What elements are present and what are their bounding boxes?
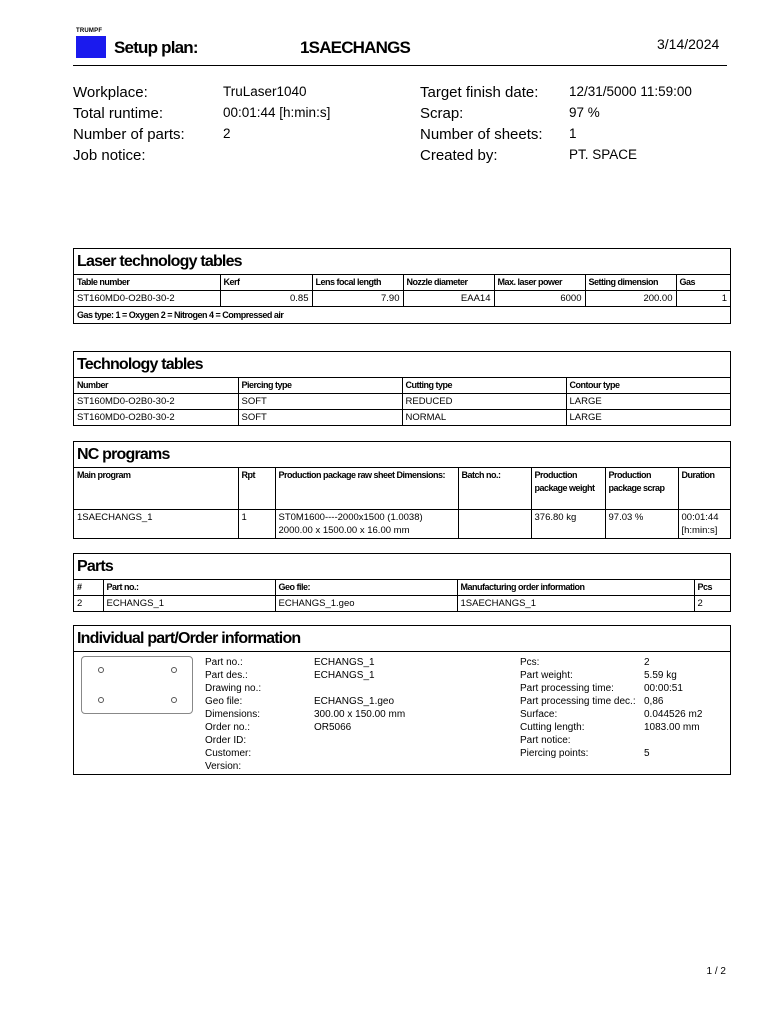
table-cell: ECHANGS_1 bbox=[103, 596, 275, 612]
ip-label: Part weight: bbox=[520, 670, 573, 681]
table-cell: SOFT bbox=[238, 394, 402, 410]
column-header: Cutting type bbox=[402, 378, 566, 394]
number-of-parts-label: Number of parts: bbox=[73, 126, 185, 143]
ip-label: Dimensions: bbox=[205, 709, 261, 720]
column-header: Part no.: bbox=[103, 580, 275, 596]
ip-label: Part notice: bbox=[520, 735, 571, 746]
ip-value: 2 bbox=[644, 657, 650, 668]
number-of-sheets-value: 1 bbox=[569, 126, 577, 141]
table-header-row bbox=[74, 580, 730, 596]
table-cell bbox=[678, 510, 730, 539]
ip-value: 0,86 bbox=[644, 696, 664, 707]
table-cell: SOFT bbox=[238, 410, 402, 426]
table-header-row bbox=[74, 275, 730, 291]
table-header-row bbox=[74, 378, 730, 394]
workplace-label: Workplace: bbox=[73, 84, 148, 101]
ip-value: 5.59 kg bbox=[644, 670, 677, 681]
part-preview-image bbox=[81, 656, 193, 714]
table-row bbox=[74, 510, 730, 539]
report-date: 3/14/2024 bbox=[657, 36, 720, 52]
table-row bbox=[74, 394, 730, 410]
column-header: Table number bbox=[74, 275, 220, 291]
logo-text: TRUMPF bbox=[76, 28, 103, 34]
piercing-hole-icon bbox=[171, 667, 177, 673]
table-cell: EAA14 bbox=[403, 291, 494, 307]
table-cell: 376.80 kg bbox=[531, 510, 605, 539]
column-header: Contour type bbox=[566, 378, 730, 394]
table-row bbox=[74, 291, 730, 307]
ip-label: Geo file: bbox=[205, 696, 243, 707]
laser-technology-table bbox=[74, 274, 730, 306]
table-row bbox=[74, 410, 730, 426]
ip-value: 300.00 x 150.00 mm bbox=[314, 709, 406, 720]
column-header: Number bbox=[74, 378, 238, 394]
ip-value: ECHANGS_1 bbox=[314, 670, 375, 681]
duration-unit: [h:min:s] bbox=[681, 525, 718, 536]
table-cell: 1SAECHANGS_1 bbox=[457, 596, 694, 612]
ip-label: Drawing no.: bbox=[205, 683, 262, 694]
table-cell: 97.03 % bbox=[605, 510, 678, 539]
column-header: Production package raw sheet Dimensions: bbox=[275, 468, 458, 510]
table-cell: ST160MD0-O2B0-30-2 bbox=[74, 291, 220, 307]
table-cell bbox=[275, 510, 458, 539]
column-header: Production package scrap bbox=[605, 468, 678, 510]
table-cell: 2 bbox=[74, 596, 103, 612]
ip-label: Part processing time: bbox=[520, 683, 614, 694]
technology-tables-title: Technology tables bbox=[77, 356, 203, 373]
nc-programs-title: NC programs bbox=[77, 446, 170, 463]
table-cell: REDUCED bbox=[402, 394, 566, 410]
table-cell: 1SAECHANGS_1 bbox=[74, 510, 238, 539]
table-cell bbox=[458, 510, 531, 539]
target-finish-label: Target finish date: bbox=[420, 84, 539, 101]
total-runtime-label: Total runtime: bbox=[73, 105, 164, 122]
job-name: 1SAECHANGS bbox=[300, 38, 411, 57]
ip-value: 5 bbox=[644, 748, 650, 759]
ip-label: Part des.: bbox=[205, 670, 248, 681]
column-header: Rpt bbox=[238, 468, 275, 510]
technology-tables-section bbox=[73, 351, 731, 426]
ip-value: ECHANGS_1.geo bbox=[314, 696, 395, 707]
table-row bbox=[74, 596, 730, 612]
piercing-hole-icon bbox=[98, 697, 104, 703]
nc-programs-table bbox=[74, 467, 730, 538]
table-cell: 1 bbox=[238, 510, 275, 539]
job-notice-label: Job notice: bbox=[73, 147, 146, 164]
parts-title: Parts bbox=[77, 558, 114, 575]
ip-label: Order ID: bbox=[205, 735, 247, 746]
ip-value: 1083.00 mm bbox=[644, 722, 700, 733]
table-cell: 1 bbox=[676, 291, 730, 307]
individual-part-title: Individual part/Order information bbox=[74, 626, 730, 652]
number-of-sheets-label: Number of sheets: bbox=[420, 126, 543, 143]
ip-label: Part no.: bbox=[205, 657, 243, 668]
table-cell: ST160MD0-O2B0-30-2 bbox=[74, 410, 238, 426]
created-by-label: Created by: bbox=[420, 147, 498, 164]
column-header: # bbox=[74, 580, 103, 596]
table-header-row bbox=[74, 468, 730, 510]
column-header: Gas bbox=[676, 275, 730, 291]
table-cell: ECHANGS_1.geo bbox=[275, 596, 457, 612]
laser-technology-title: Laser technology tables bbox=[77, 253, 242, 270]
raw-sheet-dimensions: 2000.00 x 1500.00 x 16.00 mm bbox=[278, 525, 410, 536]
ip-label: Part processing time dec.: bbox=[520, 696, 636, 707]
trumpf-logo bbox=[76, 36, 106, 58]
duration-value: 00:01:44 bbox=[681, 512, 719, 523]
column-header: Kerf bbox=[220, 275, 312, 291]
column-header: Batch no.: bbox=[458, 468, 531, 510]
ip-value: OR5066 bbox=[314, 722, 352, 733]
table-cell: ST160MD0-O2B0-30-2 bbox=[74, 394, 238, 410]
table-cell: 0.85 bbox=[220, 291, 312, 307]
table-cell: LARGE bbox=[566, 410, 730, 426]
laser-technology-section bbox=[73, 248, 731, 324]
ip-label: Surface: bbox=[520, 709, 558, 720]
technology-table bbox=[74, 377, 730, 425]
target-finish-value: 12/31/5000 11:59:00 bbox=[569, 84, 692, 99]
parts-section bbox=[73, 553, 731, 612]
column-header: Manufacturing order information bbox=[457, 580, 694, 596]
table-cell: 200.00 bbox=[585, 291, 676, 307]
created-by-value: PT. SPACE bbox=[569, 147, 638, 162]
column-header: Duration bbox=[678, 468, 730, 510]
ip-label: Cutting length: bbox=[520, 722, 585, 733]
table-cell: 6000 bbox=[494, 291, 585, 307]
column-header: Main program bbox=[74, 468, 238, 510]
column-header: Setting dimension bbox=[585, 275, 676, 291]
table-cell: LARGE bbox=[566, 394, 730, 410]
ip-value: ECHANGS_1 bbox=[314, 657, 375, 668]
ip-label: Version: bbox=[205, 761, 242, 772]
page-title: Setup plan: bbox=[114, 38, 198, 57]
total-runtime-value: 00:01:44 [h:min:s] bbox=[223, 105, 331, 120]
piercing-hole-icon bbox=[98, 667, 104, 673]
column-header: Lens focal length bbox=[312, 275, 403, 291]
table-cell: 7.90 bbox=[312, 291, 403, 307]
raw-sheet-name: ST0M1600----2000x1500 (1.0038) bbox=[278, 512, 423, 523]
column-header: Pcs bbox=[694, 580, 730, 596]
column-header: Nozzle diameter bbox=[403, 275, 494, 291]
number-of-parts-value: 2 bbox=[223, 126, 231, 141]
ip-label: Order no.: bbox=[205, 722, 251, 733]
nc-programs-section bbox=[73, 441, 731, 539]
gas-type-note: Gas type: 1 = Oxygen 2 = Nitrogen 4 = Compressed air bbox=[74, 306, 730, 323]
workplace-value: TruLaser1040 bbox=[223, 84, 307, 99]
ip-label: Customer: bbox=[205, 748, 252, 759]
page-number: 1 / 2 bbox=[706, 966, 726, 977]
ip-label: Piercing points: bbox=[520, 748, 589, 759]
ip-value: 0.044526 m2 bbox=[644, 709, 703, 720]
piercing-hole-icon bbox=[171, 697, 177, 703]
scrap-value: 97 % bbox=[569, 105, 600, 120]
ip-value: 00:00:51 bbox=[644, 683, 683, 694]
header-divider bbox=[73, 65, 727, 66]
table-cell: NORMAL bbox=[402, 410, 566, 426]
parts-table bbox=[74, 579, 730, 611]
column-header: Geo file: bbox=[275, 580, 457, 596]
column-header: Piercing type bbox=[238, 378, 402, 394]
ip-label: Pcs: bbox=[520, 657, 540, 668]
column-header: Production package weight bbox=[531, 468, 605, 510]
table-cell: 2 bbox=[694, 596, 730, 612]
column-header: Max. laser power bbox=[494, 275, 585, 291]
scrap-label: Scrap: bbox=[420, 105, 464, 122]
